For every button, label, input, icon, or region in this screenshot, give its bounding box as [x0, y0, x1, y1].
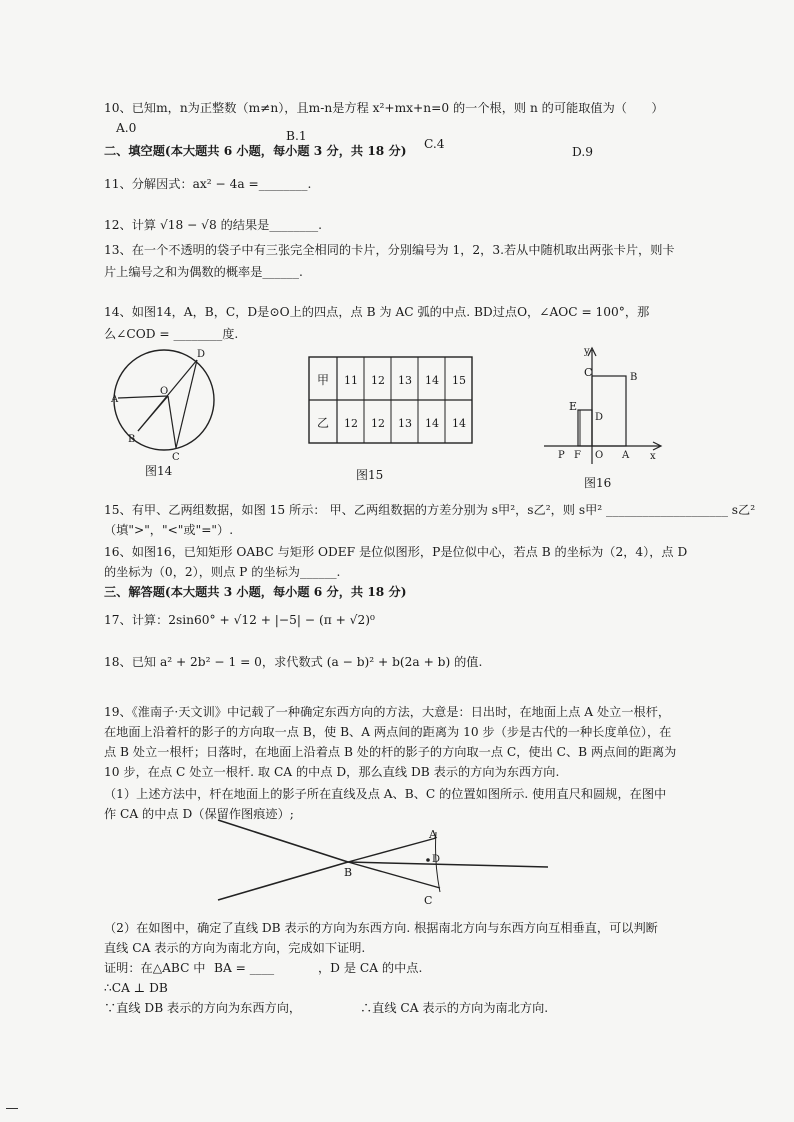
figure-14-circle	[108, 342, 218, 462]
fig14-label-o: O	[160, 386, 169, 397]
q10-option-c: C.4	[424, 137, 445, 151]
fig15-row-2-cell-3: 13	[398, 417, 412, 430]
q10-option-a: A.0	[116, 121, 137, 135]
q19-proof-line-1b: BA = ____	[214, 961, 275, 975]
fig16-label-c: C	[584, 366, 593, 379]
fig16-label-a: A	[622, 450, 630, 461]
figure-16-coordinates	[540, 342, 670, 472]
figure-14-caption: 图14	[145, 464, 173, 478]
fig15-row-1-cell-2: 12	[371, 374, 385, 387]
fig16-label-f: F	[574, 450, 581, 461]
fig14-label-b: B	[128, 434, 136, 445]
q19-proof-line-2: ∴CA ⊥ DB	[104, 981, 168, 995]
section-2-heading: 二、填空题(本大题共 6 小题，每小题 3 分，共 18 分)	[104, 144, 407, 158]
fig15-row-1-name: 甲	[317, 373, 330, 387]
q15-line-1: 15、有甲、乙两组数据，如图 15 所示： 甲、乙两组数据的方差分别为 s甲²，s乙²，则 s甲² ____________________ s乙²	[104, 503, 756, 517]
q19-fig-label-a: A	[429, 828, 437, 841]
q19-line-2: 在地面上沿着杆的影子的方向取一点 B，使 B、A 两点间的距离为 10 步（步是古代的一种长度单位），在	[104, 725, 672, 739]
fig15-row-1-cell-4: 14	[425, 374, 439, 387]
q13-line-1: 13、在一个不透明的袋子中有三张完全相同的卡片，分别编号为 1，2，3.若从中随机取出两张卡片，则卡	[104, 243, 675, 257]
fig15-row-2-cell-1: 12	[344, 417, 358, 430]
q18: 18、已知 a² + 2b² − 1 = 0，求代数式 (a − b)² + b(2a + b) 的值.	[104, 655, 483, 669]
q19-proof-line-1c: ，D 是 CA 的中点.	[318, 961, 423, 975]
fig15-row-2-cell-4: 14	[425, 417, 439, 430]
q19-line-3: 点 B 处立一根杆；日落时，在地面上沿着点 B 处的杆的影子的方向取一点 C，使出 C、B 两点间的距离为	[104, 745, 677, 759]
q19-part1-line-2: 作 CA 的中点 D（保留作图痕迹）;	[104, 807, 294, 821]
fig15-row-1-cell-5: 15	[452, 374, 466, 387]
figure-16-caption: 图16	[584, 476, 612, 490]
q10-option-d: D.9	[572, 145, 593, 159]
q15-line-2: （填">"，"<"或"="）.	[104, 523, 234, 537]
fig14-label-c: C	[172, 452, 180, 462]
fig15-row-1-cell-3: 13	[398, 374, 412, 387]
q19-proof-line-1a: 证明：在△ABC 中	[104, 961, 206, 975]
q14-line-1: 14、如图14，A，B，C，D是⊙O上的四点，点 B 为 AC 弧的中点. BD过点O，∠AOC = 100°，那	[104, 305, 650, 319]
q14-line-2: 么∠COD = ________度.	[104, 327, 239, 341]
q19-part1-line-1: （1）上述方法中，杆在地面上的影子所在直线及点 A、B、C 的位置如图所示. 使用直尺和圆规，在图中	[104, 787, 667, 801]
fig16-label-d: D	[595, 412, 604, 423]
q19-part2-line-2: 直线 CA 表示的方向为南北方向，完成如下证明.	[104, 941, 366, 955]
q19-fig-label-b: B	[344, 866, 353, 879]
q13-line-2: 片上编号之和为偶数的概率是______.	[104, 265, 303, 279]
fig14-label-d: D	[197, 349, 206, 360]
q11: 11、分解因式：ax² − 4a =________.	[104, 177, 312, 191]
q12: 12、计算 √18 − √8 的结果是________.	[104, 218, 322, 232]
q16-line-1: 16、如图16，已知矩形 OABC 与矩形 ODEF 是位似图形，P是位似中心，若点 B 的坐标为（2，4），点 D	[104, 545, 688, 559]
figure-15-table	[308, 356, 474, 446]
figure-15-caption: 图15	[356, 468, 384, 482]
q19-part2-line-1: （2）在如图中，确定了直线 DB 表示的方向为东西方向. 根据南北方向与东西方向互相垂直，可以判断	[104, 921, 658, 935]
q19-line-4: 10 步，在点 C 处立一根杆. 取 CA 的中点 D，那么直线 DB 表示的方向为东西方向.	[104, 765, 560, 779]
q10-stem: 10、已知m，n为正整数（m≠n），且m-n是方程 x²+mx+n=0 的一个根，则 n 的可能取值为（ ）	[104, 101, 664, 115]
fig15-row-1-cell-1: 11	[344, 374, 358, 387]
q19-figure	[208, 812, 558, 912]
fig16-label-y: y	[584, 346, 590, 357]
fig16-label-o: O	[595, 450, 604, 461]
fig16-label-p: P	[558, 450, 565, 461]
fig15-row-2-name: 乙	[317, 416, 330, 430]
fig14-label-a: A	[111, 394, 119, 405]
q16-line-2: 的坐标为（0，2），则点 P 的坐标为______.	[104, 565, 341, 579]
fig16-label-e: E	[569, 400, 578, 413]
page-edge-mark	[6, 1108, 18, 1109]
fig16-label-b: B	[630, 372, 638, 383]
q19-proof-line-3a: ∵直线 DB 表示的方向为东西方向，	[104, 1001, 302, 1015]
section-3-heading: 三、解答题(本大题共 3 小题，每小题 6 分，共 18 分)	[104, 585, 407, 599]
q10-option-b: B.1	[286, 129, 307, 143]
fig15-row-2-cell-2: 12	[371, 417, 385, 430]
q19-fig-label-c: C	[424, 894, 433, 907]
q19-fig-label-d: D	[432, 854, 441, 865]
q19-line-1: 19、《淮南子·天文训》中记载了一种确定东西方向的方法，大意是：日出时，在地面上点 A 处立一根杆，	[104, 705, 671, 719]
q17: 17、计算：2sin60° + √12 + |−5| − (π + √2)⁰	[104, 613, 375, 627]
fig15-row-2-cell-5: 14	[452, 417, 466, 430]
q19-proof-line-3b: ∴直线 CA 表示的方向为南北方向.	[360, 1001, 549, 1015]
fig16-label-x: x	[650, 451, 656, 462]
